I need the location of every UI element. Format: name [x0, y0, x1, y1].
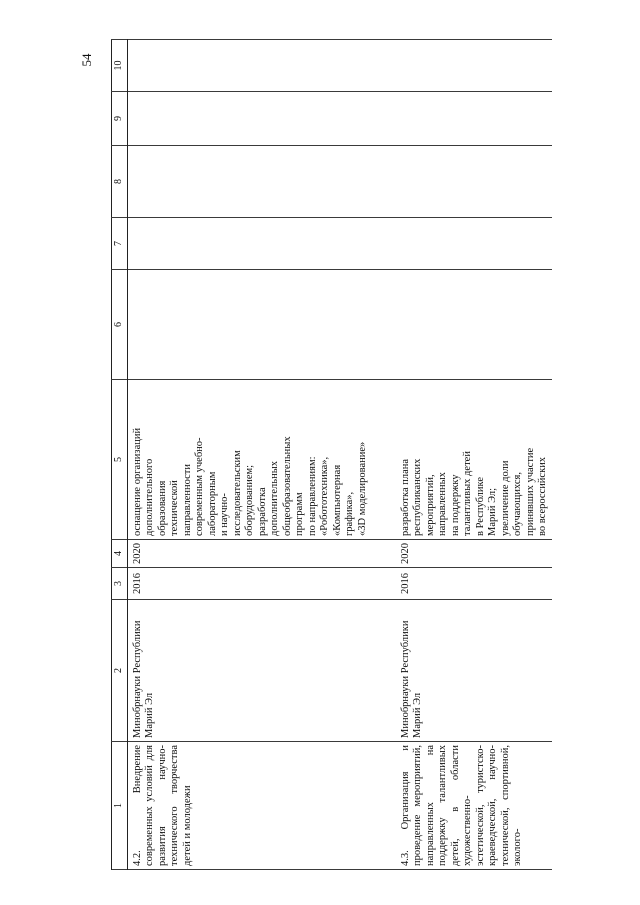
column-number-row [112, 40, 128, 870]
column-number: 2 [112, 600, 128, 742]
result-line: исследовательским [231, 450, 243, 536]
result-line: графика», [344, 491, 355, 536]
result-line: направленности [181, 463, 193, 536]
column-number: 9 [112, 92, 128, 146]
empty-cell [396, 146, 552, 218]
result-line: на поддержку [449, 474, 461, 536]
result-line: образования [156, 480, 168, 536]
document-page [75, 40, 595, 870]
result-line: разработка плана [399, 458, 411, 536]
empty-cell [127, 92, 396, 146]
table-row [396, 40, 552, 870]
result-line: оснащение организаций [131, 427, 143, 536]
result-line: обучающихся, [512, 472, 523, 536]
column-number: 7 [112, 218, 128, 270]
result-line: программ [294, 492, 305, 536]
result-line: «3D моделирование» [356, 441, 368, 536]
result-line: в Республике [474, 476, 486, 536]
result-line: «Робототехника», [319, 456, 330, 536]
start-year-cell: 2016 [127, 568, 396, 600]
result-line: оборудованием; [244, 464, 255, 536]
result-line: технической [169, 480, 180, 536]
end-year-cell: 2020 [396, 540, 552, 568]
result-line: направленных [437, 472, 448, 536]
empty-cell [396, 92, 552, 146]
result-line: общеобразовательных [281, 436, 293, 536]
result-line: талантливых детей [462, 451, 473, 536]
measure-cell: 4.3. Организация и проведение мероприятий, направленных на поддержку талантливых детей, в области художественно-эстетической, туристско-краеведческой, научно-технической, спортивной, эколого- [396, 742, 552, 870]
result-line: современным учебно- [194, 437, 205, 536]
result-line: во всероссийских [537, 456, 548, 536]
column-number: 10 [112, 40, 128, 92]
column-number: 6 [112, 270, 128, 380]
end-year-cell: 2020 [127, 540, 396, 568]
result-line: республиканских [412, 458, 423, 536]
result-line: мероприятий, [424, 474, 436, 536]
empty-cell [396, 218, 552, 270]
empty-cell [396, 40, 552, 92]
result-cell [396, 380, 552, 540]
result-line: дополнительных [269, 460, 280, 536]
result-line: «Компьютерная [331, 464, 343, 536]
executor-cell: Минобрнауки Республики Марий Эл [127, 600, 396, 742]
table-row [127, 40, 396, 870]
column-number: 5 [112, 380, 128, 540]
page-number: 54 [79, 53, 94, 67]
column-number: 8 [112, 146, 128, 218]
column-number: 1 [112, 742, 128, 870]
empty-cell [127, 218, 396, 270]
measure-cell: 4.2. Внедрение современных условий для развития научно-технического творчества детей и молодежи [127, 742, 396, 870]
result-line: и научно- [219, 493, 230, 536]
column-number: 4 [112, 540, 128, 568]
empty-cell [396, 270, 552, 380]
result-line: лабораторным [206, 471, 218, 536]
empty-cell [127, 270, 396, 380]
result-line: увеличение доли [499, 460, 511, 536]
result-cell [127, 380, 396, 540]
result-line: Марий Эл; [487, 487, 498, 536]
empty-cell [127, 40, 396, 92]
result-line: принявших участие [524, 447, 536, 536]
result-line: по направлениям: [306, 456, 318, 536]
result-line: дополнительного [144, 458, 155, 536]
measures-table [111, 39, 552, 870]
start-year-cell: 2016 [396, 568, 552, 600]
column-number: 3 [112, 568, 128, 600]
executor-cell: Минобрнауки Республики Марий Эл [396, 600, 552, 742]
empty-cell [127, 146, 396, 218]
result-line: разработка [256, 487, 268, 536]
